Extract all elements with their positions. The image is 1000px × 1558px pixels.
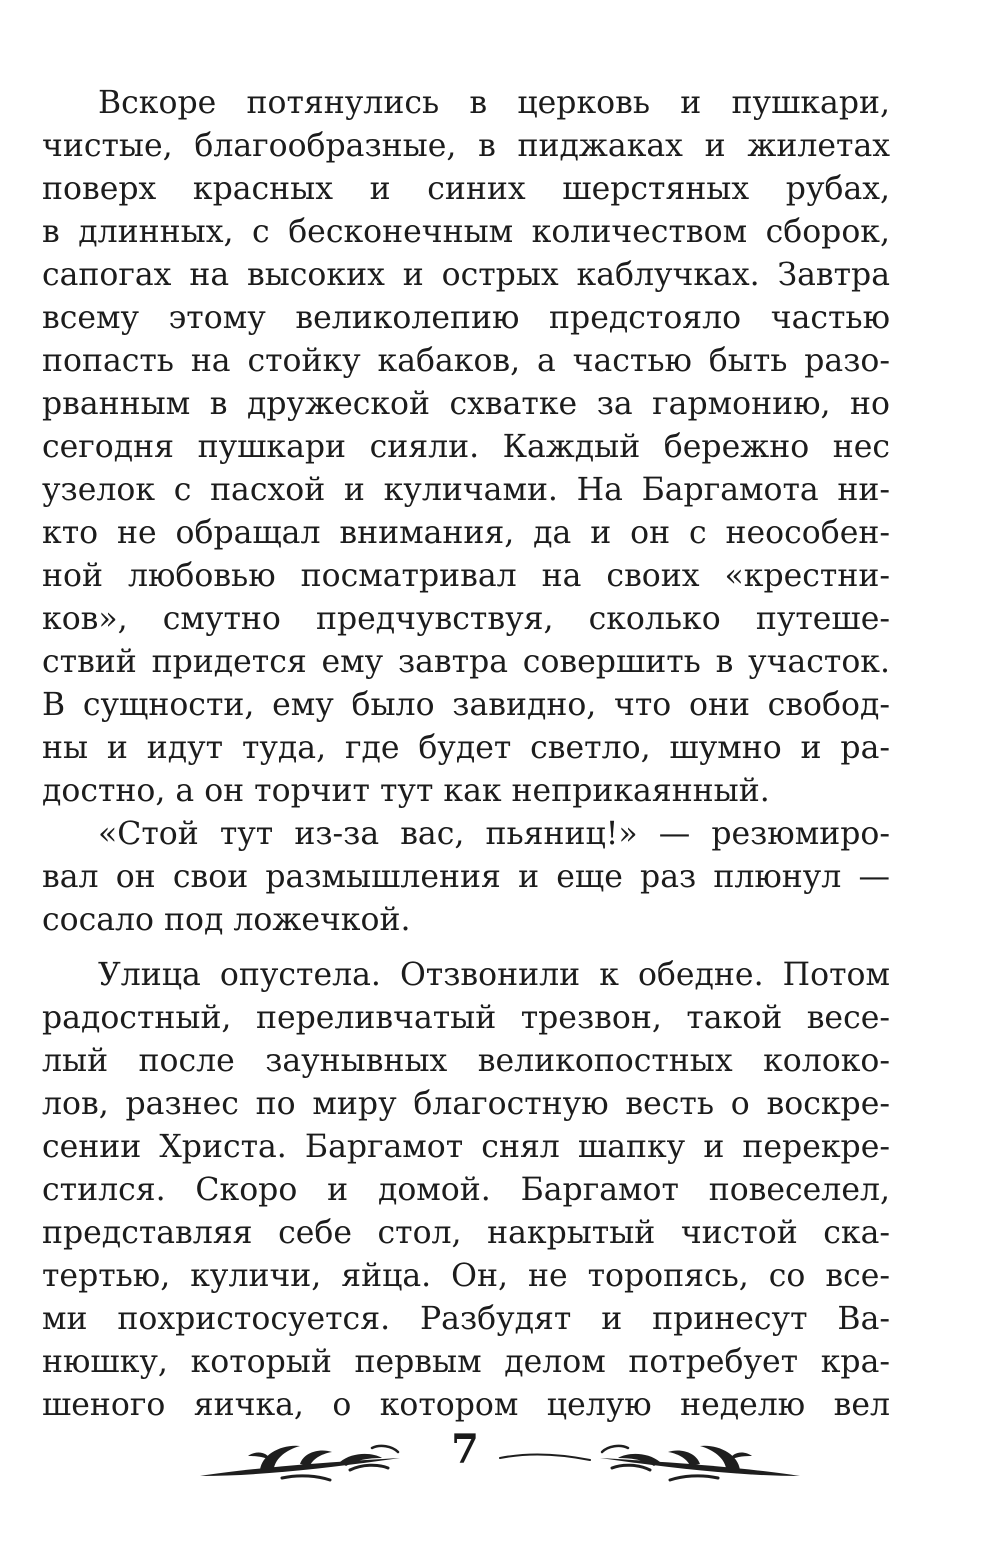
text-line: шеного яичка, о котором целую неделю вел: [42, 1387, 890, 1423]
text-line: попасть на стойку кабаков, а частью быть разо-: [42, 343, 890, 379]
text-line: сении Христа. Баргамот снял шапку и перекре-: [42, 1129, 890, 1165]
text-line: сапогах на высоких и острых каблучках. Завтра: [42, 257, 890, 293]
text-line: ков», смутно предчувствуя, сколько путеше-: [42, 601, 890, 637]
text-line: ми похристосуется. Разбудят и принесут Ва-: [42, 1301, 890, 1337]
text-line: нюшку, который первым делом потребует кра-: [42, 1344, 890, 1380]
body-text: [42, 82, 890, 1427]
text-line: «Стой тут из-за вас, пьяниц!» — резюмиро-: [98, 816, 890, 852]
text-line: лый после заунывных великопостных колоко-: [42, 1043, 890, 1079]
page-number: 7: [451, 1426, 479, 1473]
text-line: узелок с пасхой и куличами. На Баргамота ни-: [42, 472, 890, 508]
text-line: чистые, благообразные, в пиджаках и жилетах: [42, 128, 890, 164]
page-footer: [0, 1418, 1000, 1498]
text-line: стился. Скоро и домой. Баргамот повеселел,: [42, 1172, 890, 1208]
text-line: радостный, переливчатый трезвон, такой весе-: [42, 1000, 890, 1036]
text-line: В сущности, ему было завидно, что они свобод-: [42, 687, 890, 723]
text-line: всему этому великолепию предстояло частью: [42, 300, 890, 336]
text-line: рванным в дружеской схватке за гармонию, но: [42, 386, 890, 422]
text-line: в длинных, с бесконечным количеством сборок,: [42, 214, 890, 250]
text-line: ны и идут туда, где будет светло, шумно и ра-: [42, 730, 890, 766]
text-line: лов, разнес по миру благостную весть о воскре-: [42, 1086, 890, 1122]
text-line: сегодня пушкари сияли. Каждый бережно нес: [42, 429, 890, 465]
text-line: кто не обращал внимания, да и он с неособен-: [42, 515, 890, 551]
footer-ornament-icon: [0, 1418, 1000, 1498]
text-line: представляя себе стол, накрытый чистой ска-: [42, 1215, 890, 1251]
text-line: поверх красных и синих шерстяных рубах,: [42, 171, 890, 207]
text-line: достно, а он торчит тут как неприкаянный.: [42, 773, 770, 809]
text-line: сосало под ложечкой.: [42, 902, 411, 938]
text-line: ной любовью посматривал на своих «крестни-: [42, 558, 890, 594]
text-line: Вскоре потянулись в церковь и пушкари,: [98, 85, 890, 121]
text-line: Улица опустела. Отзвонили к обедне. Потом: [98, 957, 890, 993]
text-line: ствий придется ему завтра совершить в участок.: [42, 644, 890, 680]
paragraph-gap: [42, 942, 890, 954]
text-line: тертью, куличи, яйца. Он, не торопясь, со все-: [42, 1258, 890, 1294]
text-line: вал он свои размышления и еще раз плюнул —: [42, 859, 890, 895]
